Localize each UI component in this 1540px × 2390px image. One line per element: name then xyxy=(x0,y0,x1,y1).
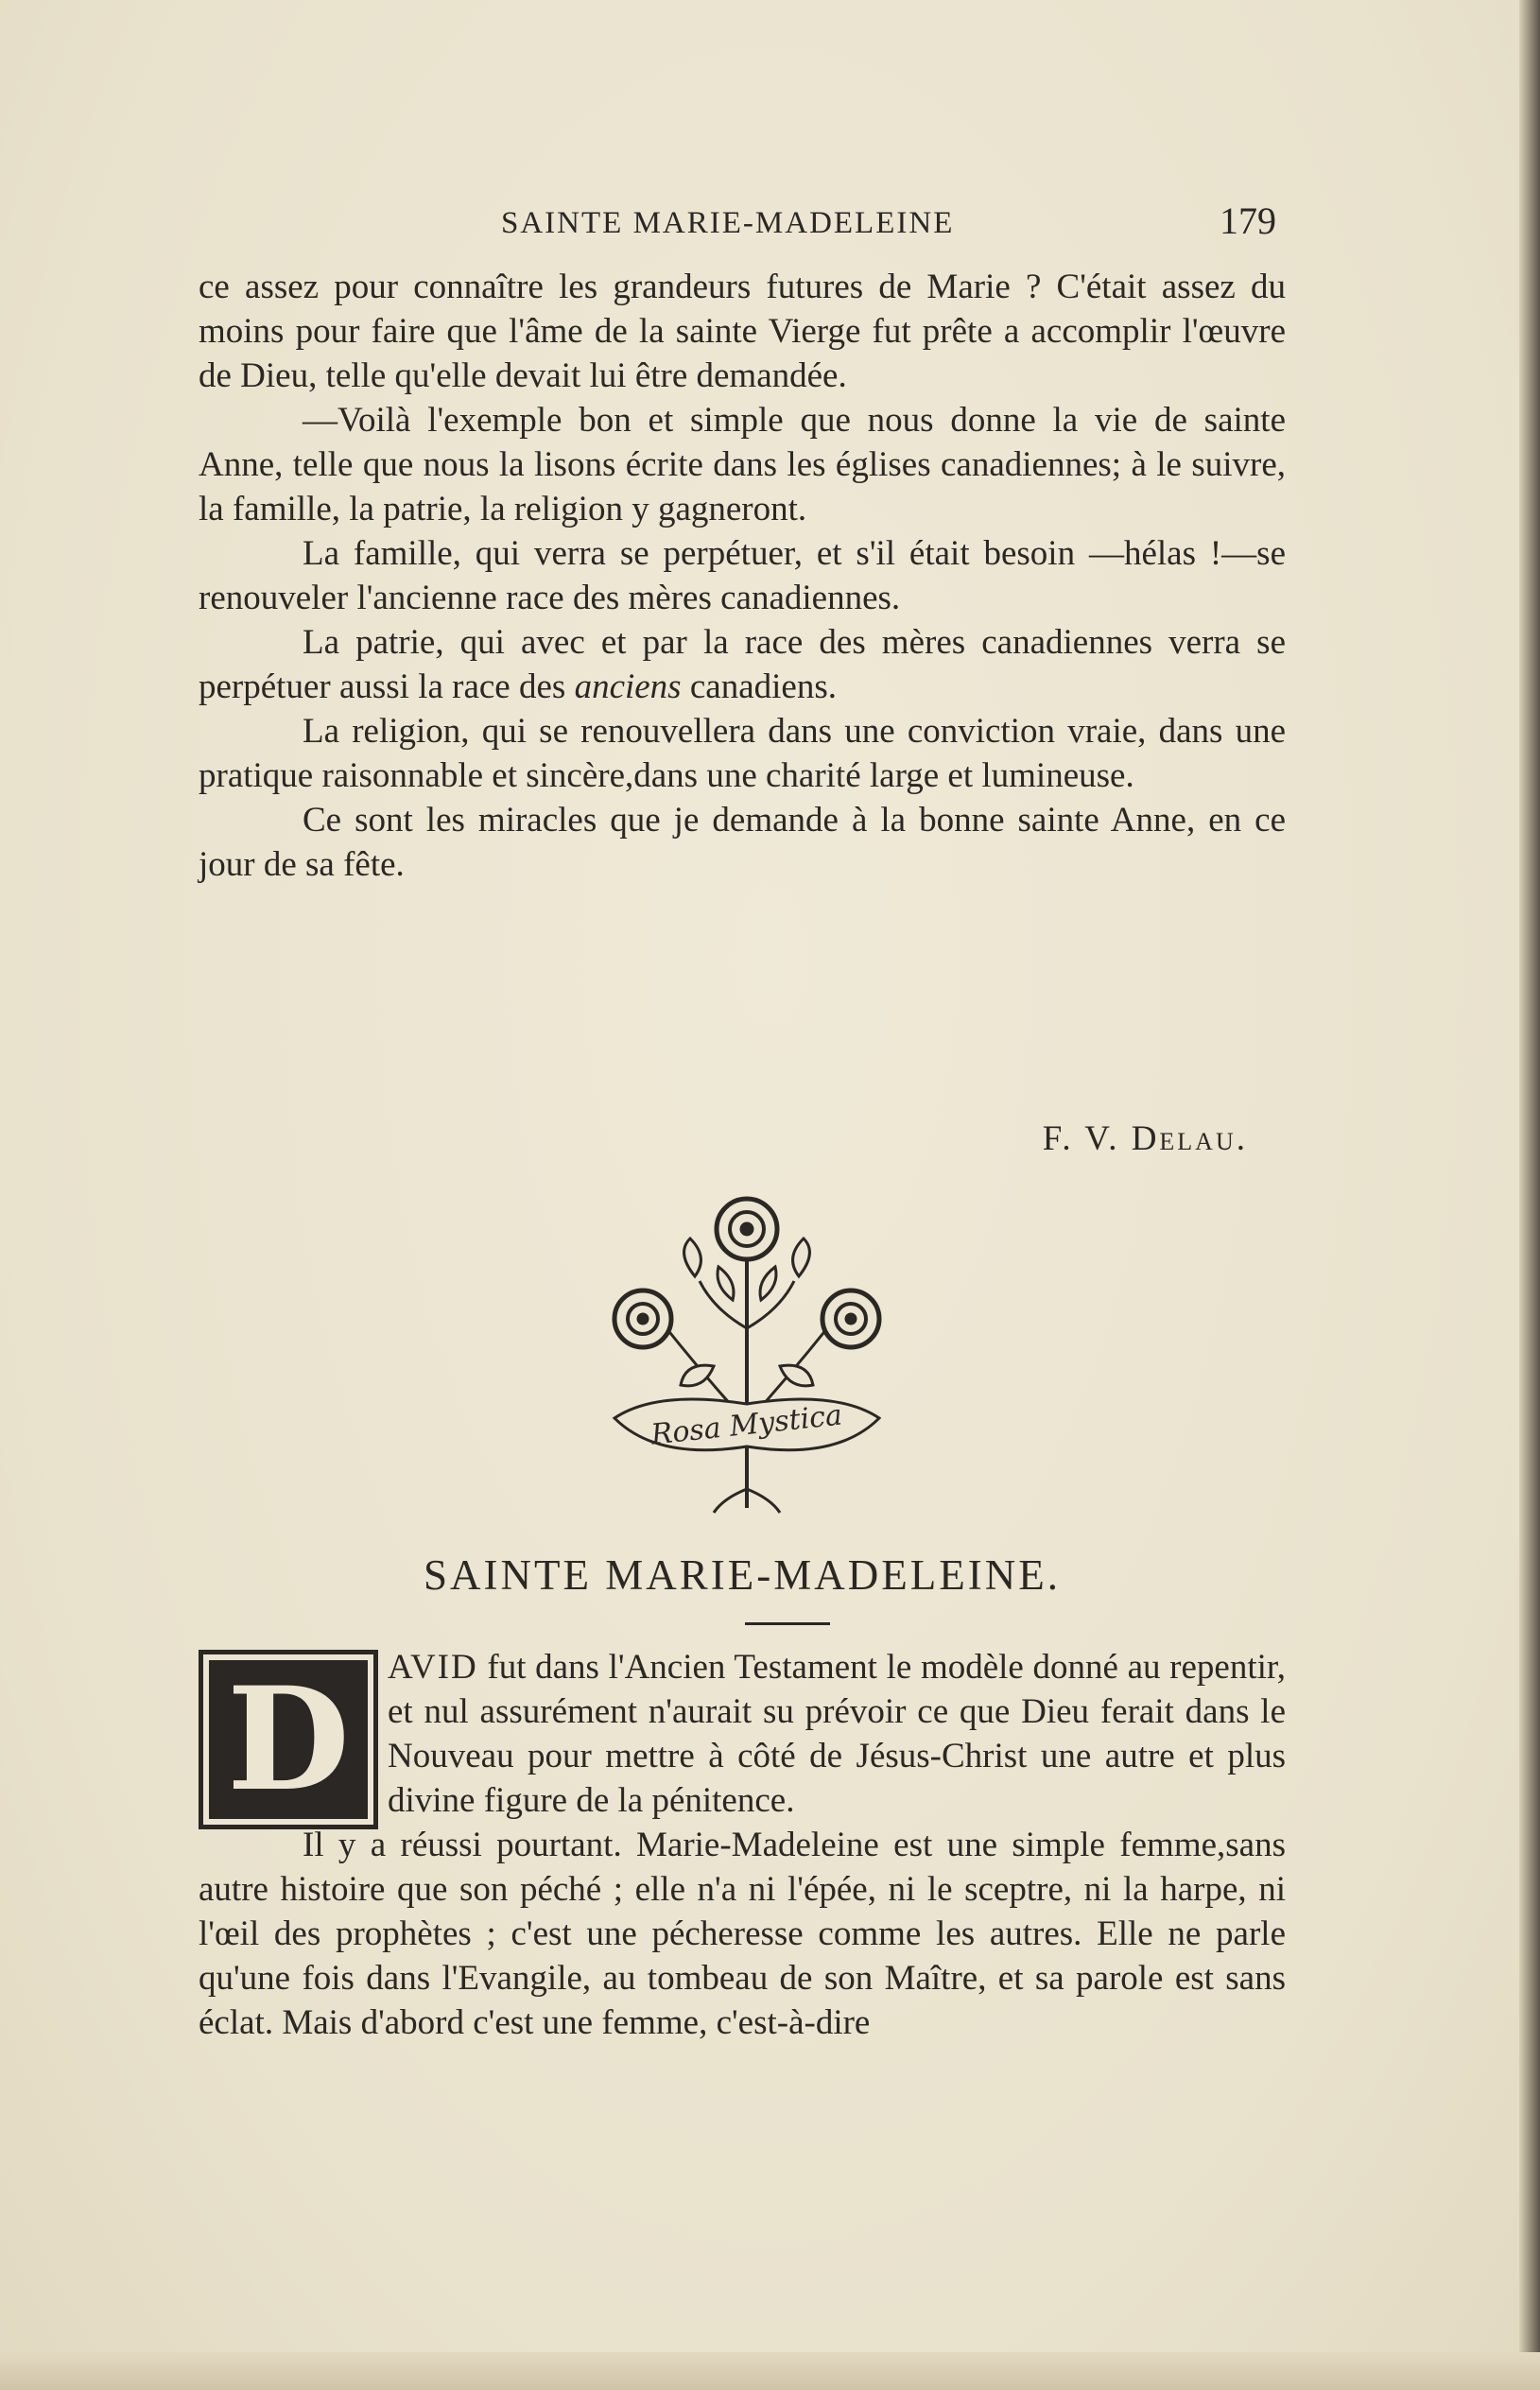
chapter-first-paragraph xyxy=(199,1645,1286,1823)
book-spine-edge xyxy=(1519,0,1540,2390)
running-head: SAINTE MARIE-MADELEINE xyxy=(501,206,955,240)
text-run: La patrie, qui avec et par la race des mères canadiennes verra se perpétuer aussi la race des xyxy=(199,623,1286,706)
drop-cap-letter: D xyxy=(226,1656,351,1823)
paragraph: —Voilà l'exemple bon et simple que nous donne la vie de sainte Anne, telle que nous la lisons écrite dans les églises canadiennes; à le suivre, la famille, la patrie, la religion y gagneront. xyxy=(199,401,1286,528)
paragraph-patrie xyxy=(199,620,1286,709)
signature-initials: F. V. xyxy=(1042,1119,1132,1158)
text-run: fut dans l'Ancien Testament le modèle donné au repentir, et nul assurément n'aurait su prévoir ce que Dieu ferait dans le Nouveau pour mettre à côté de Jésus-Christ une autre et plus divine figure de la pénitence. xyxy=(388,1648,1286,1820)
chapter-body xyxy=(199,1645,1286,2045)
page-number: 179 xyxy=(1220,199,1276,242)
page-header xyxy=(199,199,1286,246)
paragraph: ce assez pour connaître les grandeurs futures de Marie ? C'était assez du moins pour faire que l'âme de la sainte Vierge fut prête a accomplir l'œuvre de Dieu, telle qu'elle devait lui être demandée. xyxy=(199,268,1286,395)
first-word: AVID xyxy=(388,1648,478,1687)
page-bottom-edge xyxy=(0,2352,1540,2390)
ribbon-text: Rosa Mystica xyxy=(649,1398,844,1452)
rosa-mystica-ornament xyxy=(600,1186,893,1522)
paragraph: La religion, qui se renouvellera dans une conviction vraie, dans une pratique raisonnable et sincère,dans une charité large et lumineuse. xyxy=(199,712,1286,795)
paragraph: Ce sont les miracles que je demande à la bonne sainte Anne, en ce jour de sa fête. xyxy=(199,801,1286,884)
text-run: canadiens. xyxy=(681,667,837,706)
signature-name: Delau. xyxy=(1131,1119,1248,1158)
chapter-second-paragraph: Il y a réussi pourtant. Marie-Madeleine est une simple femme,sans autre histoire que son péché ; elle n'a ni l'épée, ni le sceptre, ni la harpe, ni l'œil des prophètes ; c'est une pécheresse comme les autres. Elle ne parle qu'une fois dans l'Evangile, au tombeau de son Maître, et sa parole est sans éclat. Mais d'abord c'est une femme, c'est-à-dire xyxy=(199,1826,1286,2042)
title-divider xyxy=(745,1622,830,1625)
paragraph: La famille, qui verra se perpétuer, et s'il était besoin —hélas !—se renouveler l'ancienne race des mères canadiennes. xyxy=(199,534,1286,617)
chapter-title: SAINTE MARIE-MADELEINE. xyxy=(424,1551,1061,1599)
italic-word: anciens xyxy=(574,667,682,706)
previous-article-text xyxy=(199,265,1286,887)
drop-cap-spacer xyxy=(199,1645,388,1823)
author-signature xyxy=(199,1118,1248,1159)
